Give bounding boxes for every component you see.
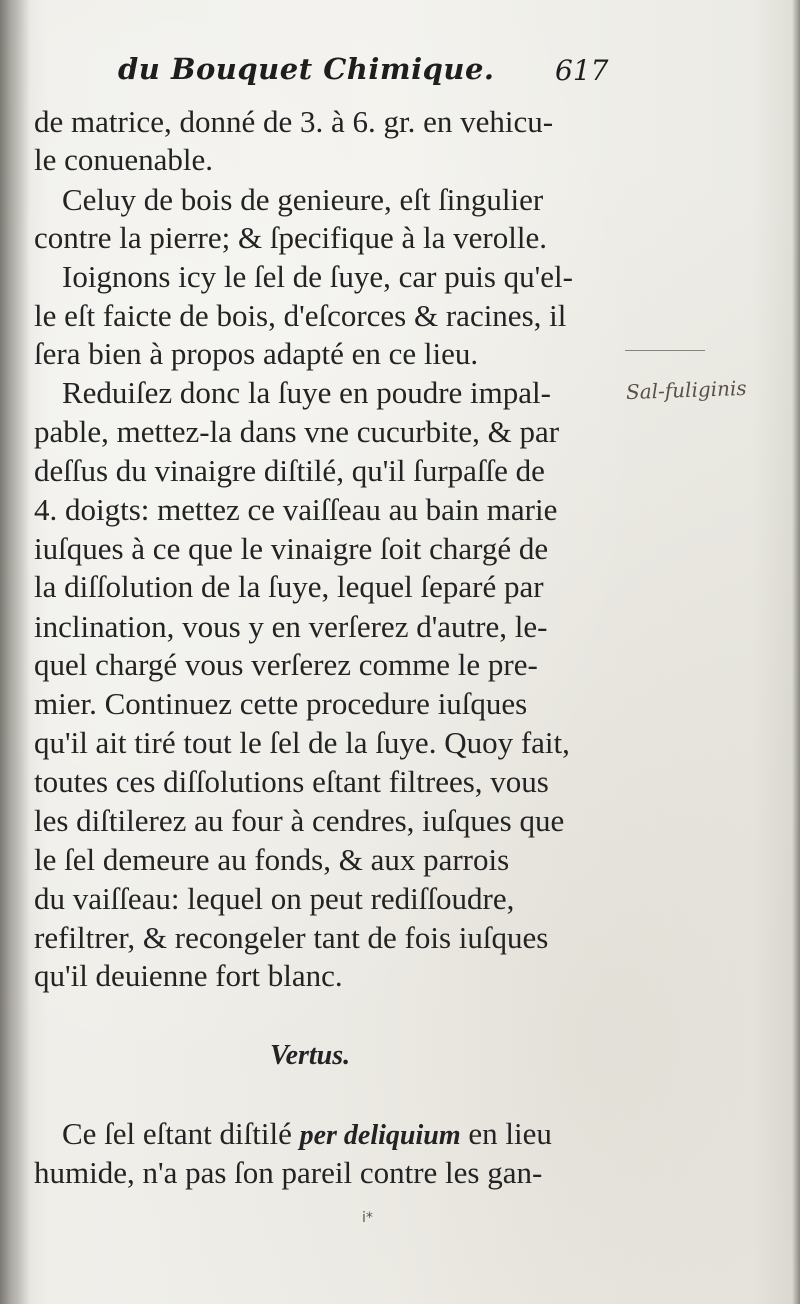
text-line: ſera bien à propos adapté en ce lieu.: [34, 336, 479, 371]
text-line: qu'il deuienne fort blanc.: [34, 958, 343, 993]
page-edge: [792, 0, 800, 1304]
text-run: Ce ſel eſtant diſtilé: [62, 1116, 300, 1151]
text-run: en lieu: [460, 1116, 552, 1151]
text-line: le conuenable.: [34, 142, 214, 177]
text-line: 4. doigts: mettez ce vaiſſeau au bain marie: [34, 492, 558, 527]
text-line: humide, n'a pas ſon pareil contre les gan-: [34, 1155, 543, 1190]
handwritten-margin-note: Sal-fuliginis: [625, 375, 747, 405]
signature-mark: i*: [362, 1210, 373, 1226]
text-line: mier. Continuez cette procedure iuſques: [34, 686, 528, 721]
text-line: quel chargé vous verſerez comme le pre-: [34, 647, 538, 682]
section-heading: Vertus.: [270, 1040, 351, 1071]
binding-shadow: [0, 0, 30, 1304]
text-line: la diſſolution de la ſuye, lequel ſeparé par: [34, 569, 544, 604]
text-line: contre la pierre; & ſpecifique à la verolle.: [34, 220, 547, 255]
text-line: toutes ces diſſolutions eſtant filtrees, vous: [34, 764, 549, 799]
text-line: inclination, vous y en verſerez d'autre, le-: [34, 609, 548, 644]
text-line: le ſel demeure au fonds, & aux parrois: [34, 842, 510, 877]
running-head: du Bouquet Chimique.: [118, 52, 495, 86]
text-line: Reduiſez donc la ſuye en poudre impal-: [62, 375, 551, 410]
text-line: deſſus du vinaigre diſtilé, qu'il ſurpaſſe de: [34, 453, 545, 488]
text-line: qu'il ait tiré tout le ſel de la ſuye. Quoy fait,: [34, 725, 570, 760]
latin-term: per deliquium: [299, 1120, 461, 1151]
text-line: Celuy de bois de genieure, eſt ſingulier: [62, 182, 544, 217]
page-number: 617: [555, 54, 609, 87]
text-line: de matrice, donné de 3. à 6. gr. en vehicu-: [34, 104, 554, 139]
text-line: iuſques à ce que le vinaigre ſoit chargé de: [34, 531, 549, 566]
text-line: pable, mettez-la dans vne cucurbite, & par: [34, 414, 560, 449]
margin-rule: [625, 350, 705, 351]
text-line: le eſt faicte de bois, d'eſcorces & racines, il: [34, 298, 567, 333]
text-line: du vaiſſeau: lequel on peut rediſſoudre,: [34, 881, 515, 916]
text-line: Ioignons icy le ſel de ſuye, car puis qu'el-: [62, 259, 573, 294]
text-line: [62, 1116, 552, 1154]
text-line: refiltrer, & recongeler tant de fois iuſques: [34, 920, 549, 955]
text-line: les diſtilerez au four à cendres, iuſques que: [34, 803, 565, 838]
